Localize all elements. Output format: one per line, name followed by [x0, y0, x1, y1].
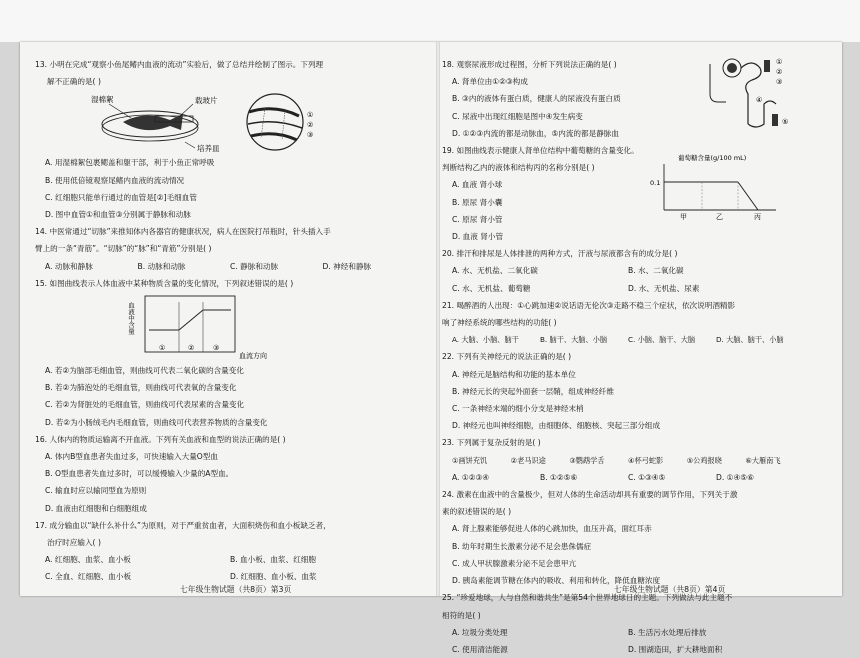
page-fold — [436, 42, 440, 596]
label-slide: 载玻片 — [195, 96, 218, 106]
curve-ylabel: 血液中含量 — [127, 302, 135, 335]
segment-bing: 丙 — [754, 213, 761, 222]
nephron-mark-4: ④ — [756, 96, 763, 104]
label-wet-cotton: 湿棉絮 — [91, 95, 114, 105]
q23: 23. 下列属于复杂反射的是( ) ①画饼充饥 ②老马识途 ③鹦鹉学舌 ④杯弓蛇影 ⑤公鸡报晓 ⑥大雁南飞 A. ①②③④ B. ①②⑤⑥ C. ①③④⑤ D. ①④⑤⑥ — [442, 438, 781, 482]
segment-jia: 甲 — [680, 213, 687, 222]
q22: 22. 下列有关神经元的说法正确的是( ) A. 神经元是脑结构和功能的基本单位 B. 神经元长的突起外面套一层鞘，组成神经纤维 C. 一条神经末端的细小分支是神经末梢 D. 神经元也叫神经细胞，由细胞体、细胞核、突起三部分组成 — [442, 352, 661, 431]
glucose-chart — [642, 152, 782, 222]
seg-2-mark: ② — [188, 344, 195, 353]
vessel-3-mark: ③ — [307, 131, 314, 140]
nephron-mark-1: ① — [776, 58, 783, 66]
nephron-mark-3: ③ — [776, 78, 783, 86]
right-page-footer: 七年级生物试题（共8页）第4页 — [614, 585, 726, 594]
vessel-2-mark: ② — [307, 121, 314, 130]
label-petri-dish: 培养皿 — [197, 144, 220, 154]
q17: 17. 成分输血以“缺什么补什么”为原则，对于严重贫血者，大面积烧伤和血小板缺乏者， 治疗时应输入( ) A. 红细胞、血浆、血小板 B. 血小板、血浆、红细胞 C. 全血、红细胞、血小板 D. 红细胞、血小板、血浆 — [35, 520, 331, 582]
q18: 18. 观察尿液形成过程图，分析下列说法正确的是( ) A. 肾单位由①②③构成 B. ③内的液体有蛋白质，健康人的尿液没有蛋白质 C. 尿液中出现红细胞是图中④发生病变 D. ①②③内流的都是动脉血，⑤内流的都是静脉血 ① ② ③ ④ ⑤ — [442, 56, 804, 142]
q14: 14. 中医常通过“切脉”来推知体内各器官的健康状况，病人在医院打吊瓶时，针头插入手 臂上的一条“青筋”。“切脉”的“脉”和“青筋”分别是( ) A. 动脉和静脉 B. 动脉和动脉 C. 静脉和动脉 D. 神经和静脉 — [35, 227, 372, 271]
left-page — [35, 56, 415, 586]
q16: 16. 人体内的物质运输离不开血液。下列有关血液和血型的说法正确的是( ) A. 体内B型血患者失血过多，可快速输入大量O型血 B. O型血患者失血过多时，可以缓慢输入少量的A型血。 C. 输血时应以输同型血为原则 D. 血液由红细胞和白细胞组成 — [35, 434, 286, 513]
nephron-mark-2: ② — [776, 68, 783, 76]
fish-tail-figure — [35, 90, 335, 154]
q13: 13. 小明在完成“观察小鱼尾鳍内血液的流动”实验后，做了总结并绘制了图示。下列理 解不正确的是( ) 湿棉絮 载玻片 培养皿 ① ② ③ A. 用湿棉絮包裹鳃盖和躯干部，利于小鱼正常呼吸 B. 使用低倍镜观察尾鳍内血液的流动情况 C. 红细胞只能单行通过的血管是[②]毛细血管 D. 图中血管①和血管③分别属于静脉和动脉 — [35, 56, 415, 223]
scan-top-margin — [0, 0, 860, 42]
right-page — [442, 56, 804, 658]
seg-3-mark: ③ — [213, 344, 220, 353]
q21: 21. 喝醉酒的人出现：①心跳加速②说话语无伦次③走路不稳三个症状，依次说明酒精影 响了神经系统的哪些结构的功能( ) A. 大脑、小脑、脑干 B. 脑干、大脑、小脑 C. 小脑、脑干、大脑 D. 大脑、脑干、小脑 — [442, 300, 784, 345]
q15: 15. 如图曲线表示人体血液中某种物质含量的变化情况，下列叙述错误的是( ) 血液中含量 ① ② ③ 血流方向 A. 若②为脑部毛细血管，则曲线可代表二氧化碳的含量变化 B. 若②为肺泡处的毛细血管，则曲线可代表氧的含量变化 C. 若②为肾脏处的毛细血管，则曲线可代表尿素的含量变化 D. 若②为小肠绒毛内毛细血管，则曲线可代表营养物质的含量变化 — [35, 275, 415, 431]
glucose-chart-title: 葡萄糖含量(g/100 mL) — [678, 154, 747, 163]
nephron-mark-5: ⑤ — [782, 118, 789, 126]
glucose-tick: 0.1 — [650, 179, 661, 188]
blood-content-curve — [35, 292, 335, 362]
q15-figure — [35, 292, 415, 362]
nephron-figure — [704, 54, 800, 134]
q13-figure — [35, 90, 415, 154]
vessel-1-mark: ① — [307, 111, 314, 120]
segment-yi: 乙 — [716, 213, 723, 222]
seg-1-mark: ① — [159, 344, 166, 353]
curve-xlabel: 血流方向 — [239, 352, 267, 361]
q19: 19. 如图曲线表示健康人肾单位结构中葡萄糖的含量变化。 判断结构乙内的液体和结构丙的名称分别是( ) A. 血液 肾小球 B. 原尿 肾小囊 C. 原尿 肾小管 D. 血液 肾小管 葡萄糖含量(g/100 mL) 0.1 甲 乙 丙 — [442, 142, 804, 245]
left-page-footer: 七年级生物试题（共8页）第3页 — [180, 585, 292, 594]
q20: 20. 排汗和排尿是人体排泄的两种方式，汗液与尿液都含有的成分是( ) A. 水、无机盐、二氧化碳 B. 水、二氧化碳 C. 水、无机盐、葡萄糖 D. 水、无机盐、尿素 — [442, 249, 700, 293]
q25: 25. “珍爱地球，人与自然和谐共生”是第54个世界地球日的主题。下列做法与此主题不 相符的是( ) A. 垃圾分类处理 B. 生活污水处理后排放 C. 使用清洁能源 D. 围湖造田，扩大耕地面积 — [442, 593, 733, 654]
q24: 24. 激素在血液中的含量极少，但对人体的生命活动却具有重要的调节作用，下列关于激 素的叙述错误的是( ) A. 肾上腺素能够促进人体的心跳加快，血压升高，面红耳赤 B. 幼年时期生长激素分泌不足会患侏儒症 C. 成人甲状腺激素分泌不足会患甲亢 D. 胰岛素能调节糖在体内的吸收、利用和转化，降低血糖浓度 — [442, 490, 738, 586]
